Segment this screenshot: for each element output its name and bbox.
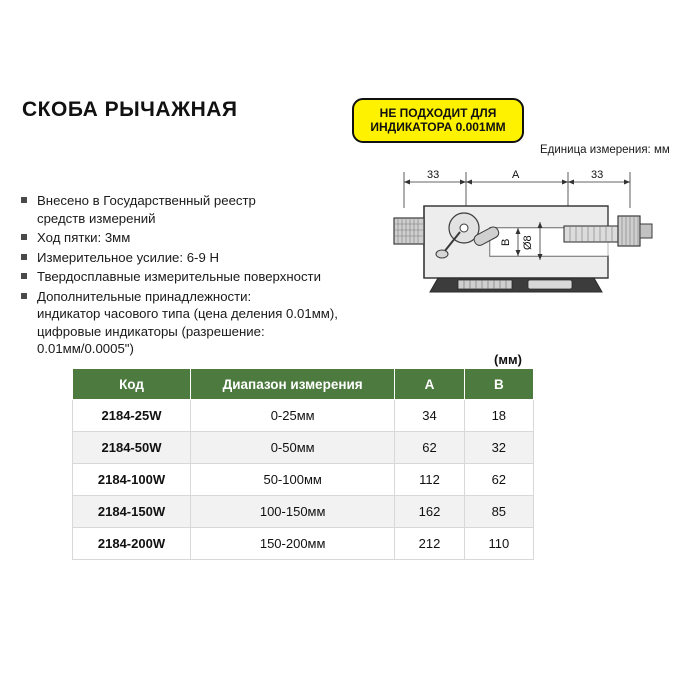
- cell-a: 34: [395, 400, 464, 432]
- warning-badge: [352, 98, 524, 143]
- table-row: [73, 528, 534, 560]
- dim-diameter-label: Ø8: [522, 235, 534, 250]
- cell-code: 2184-100W: [73, 464, 191, 496]
- table-row: [73, 496, 534, 528]
- page-title: СКОБА РЫЧАЖНАЯ: [22, 98, 238, 121]
- column-header-code: Код: [73, 369, 191, 400]
- cell-b: 85: [464, 496, 533, 528]
- dim-b-label: B: [500, 238, 512, 246]
- dim-right-label: 33: [591, 169, 604, 181]
- list-item: [20, 249, 350, 267]
- column-header-range: Диапазон измерения: [191, 369, 395, 400]
- warning-line-2: ИНДИКАТОРА 0.001MM: [370, 120, 506, 134]
- spec-table: [72, 368, 534, 560]
- cell-b: 62: [464, 464, 533, 496]
- feature-list: [20, 192, 350, 360]
- warning-line-1: НЕ ПОДХОДИТ ДЛЯ: [379, 106, 497, 120]
- unit-note: Единица измерения: мм: [540, 144, 670, 156]
- table-header-row: [73, 369, 534, 400]
- cell-range: 100-150мм: [191, 496, 395, 528]
- bullet-square-icon: [21, 254, 27, 260]
- bullet-square-icon: [21, 293, 27, 299]
- bullet-square-icon: [21, 273, 27, 279]
- list-item-sub: индикатор часового типа (цена деления 0.01мм),: [37, 306, 338, 321]
- column-header-a: A: [395, 369, 464, 400]
- cell-range: 50-100мм: [191, 464, 395, 496]
- cell-a: 62: [395, 432, 464, 464]
- cell-a: 112: [395, 464, 464, 496]
- table-row: [73, 400, 534, 432]
- column-header-b: B: [464, 369, 533, 400]
- unit-mm-label: (мм): [494, 352, 522, 367]
- list-item: [20, 229, 350, 247]
- cell-b: 32: [464, 432, 533, 464]
- bullet-square-icon: [21, 197, 27, 203]
- cell-b: 18: [464, 400, 533, 432]
- cell-range: 150-200мм: [191, 528, 395, 560]
- cell-range: 0-50мм: [191, 432, 395, 464]
- list-item: [20, 192, 350, 227]
- cell-code: 2184-150W: [73, 496, 191, 528]
- list-item-label: Внесено в Государственный реестр: [37, 193, 256, 208]
- list-item-label: Твердосплавные измерительные поверхности: [37, 269, 321, 284]
- list-item-label: Дополнительные принадлежности:: [37, 288, 252, 304]
- list-item-label: Ход пятки: 3мм: [37, 230, 131, 245]
- cell-b: 110: [464, 528, 533, 560]
- table-row: [73, 464, 534, 496]
- cell-code: 2184-200W: [73, 528, 191, 560]
- list-item: [20, 268, 350, 286]
- list-item-sub: средств измерений: [37, 210, 156, 226]
- cell-range: 0-25мм: [191, 400, 395, 432]
- list-item-label: Измерительное усилие: 6-9 Н: [37, 249, 219, 265]
- cell-a: 212: [395, 528, 464, 560]
- dim-center-label: A: [512, 169, 520, 181]
- dim-left-label: 33: [427, 169, 440, 181]
- list-item-sub-2: цифровые индикаторы (разрешение: 0.01мм/0.0005"): [37, 323, 265, 356]
- cell-code: 2184-50W: [73, 432, 191, 464]
- table-row: [73, 432, 534, 464]
- cell-a: 162: [395, 496, 464, 528]
- list-item: [20, 288, 350, 358]
- cell-code: 2184-25W: [73, 400, 191, 432]
- bullet-square-icon: [21, 234, 27, 240]
- product-drawing: [378, 160, 690, 310]
